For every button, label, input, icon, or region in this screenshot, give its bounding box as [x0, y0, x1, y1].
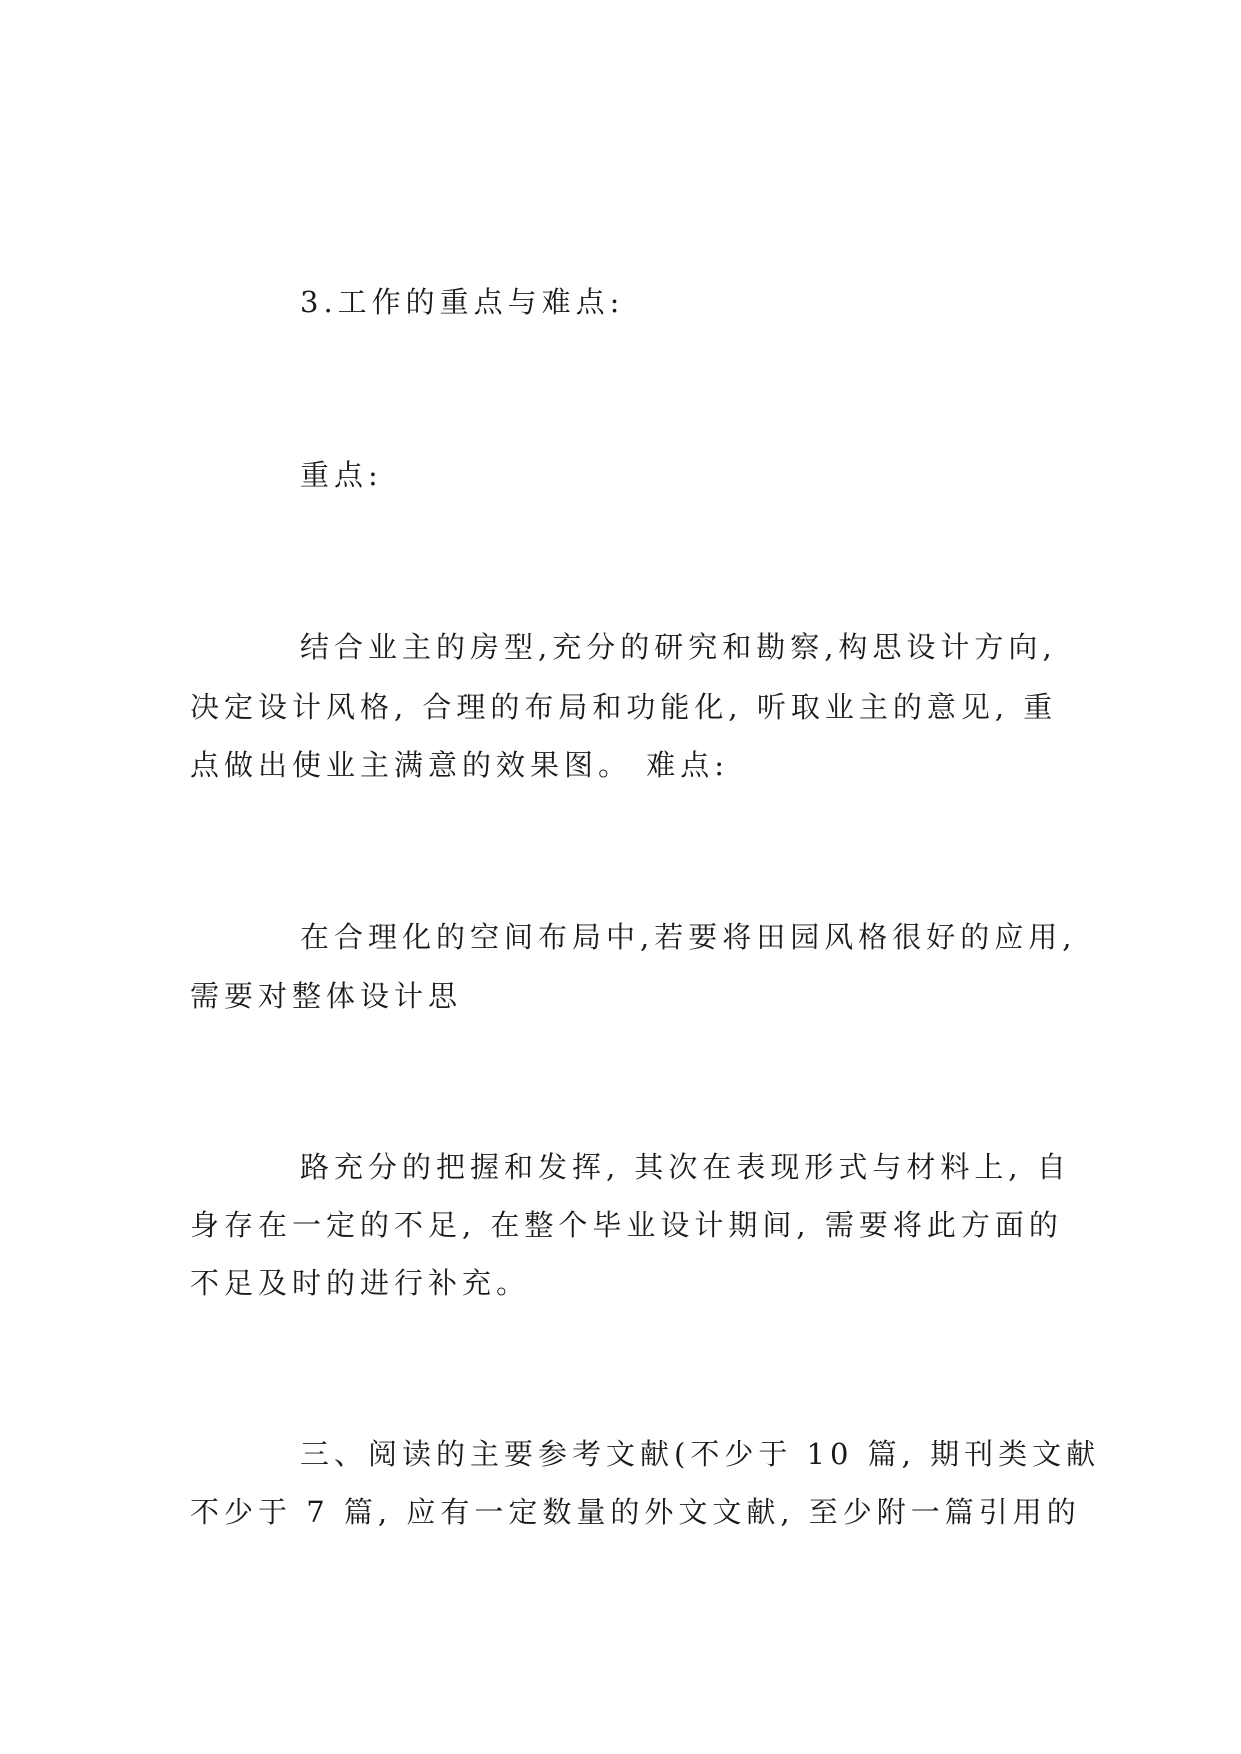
paragraph-line: 结合业主的房型,充分的研究和勘察,构思设计方向,: [300, 630, 1057, 664]
section-heading-work-focus: 3.工作的重点与难点:: [300, 285, 625, 319]
paragraph-line: 需要对整体设计思: [190, 979, 463, 1013]
paragraph-line: 不足及时的进行补充。: [190, 1266, 531, 1300]
paragraph-line: 在合理化的空间布局中,若要将田园风格很好的应用,: [300, 920, 1077, 954]
paragraph-line: 不少于 7 篇, 应有一定数量的外文文献, 至少附一篇引用的: [190, 1495, 1081, 1529]
paragraph-line: 路充分的把握和发挥, 其次在表现形式与材料上, 自: [300, 1150, 1071, 1184]
paragraph-line: 身存在一定的不足, 在整个毕业设计期间, 需要将此方面的: [190, 1208, 1063, 1242]
paragraph-line: 点做出使业主满意的效果图。 难点:: [190, 748, 729, 782]
paragraph-line: 三、阅读的主要参考文献(不少于 10 篇, 期刊类文献: [300, 1437, 1101, 1471]
label-key-points: 重点:: [300, 458, 383, 492]
paragraph-line: 决定设计风格, 合理的布局和功能化, 听取业主的意见, 重: [190, 690, 1058, 724]
